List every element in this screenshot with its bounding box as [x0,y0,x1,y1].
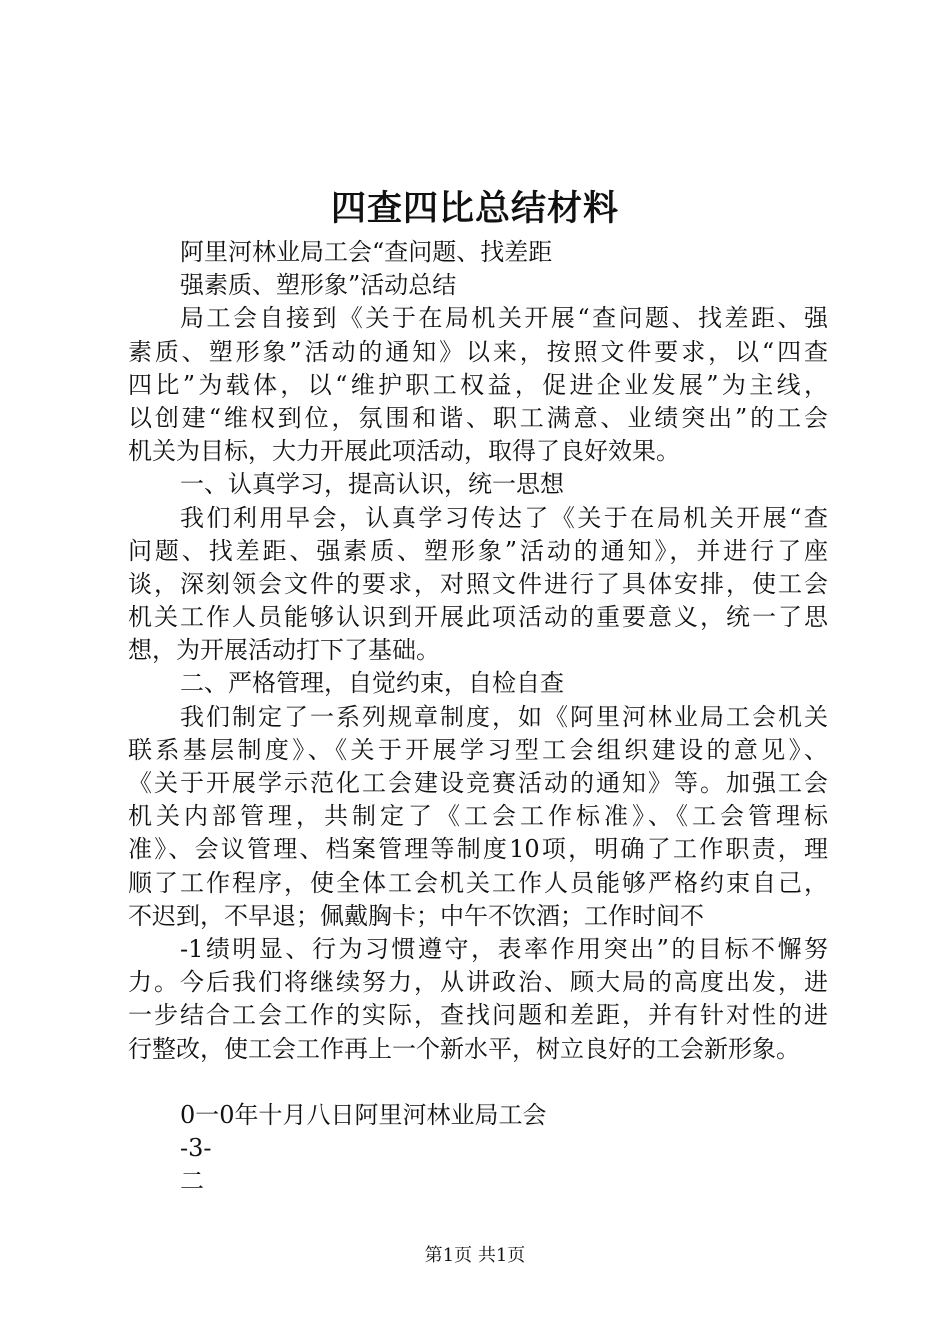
paragraph-line: 机关为目标，大力开展此项活动，取得了良好效果。 [128,437,680,466]
paragraph-line: 局工会自接到《关于在局机关开展“查问题、找差距、强 [180,304,828,333]
section-heading-2: 二、严格管理，自觉约束，自检自查 [180,669,564,698]
paragraph-line: 机关工作人员能够认识到开展此项活动的重要意义，统一了思 [128,603,828,632]
paragraph-line: 准》、会议管理、档案管理等制度10项，明确了工作职责，理 [128,835,828,864]
paragraph-line: 素质、塑形象”活动的通知》以来，按照文件要求，以“四查 [128,337,828,366]
document-body [128,236,828,1198]
paragraph-line: 联系基层制度》、《关于开展学习型工会组织建设的意见》、 [128,735,828,764]
paragraph-line: -1绩明显、行为习惯遵守，表率作用突出”的目标不懈努 [180,934,828,963]
subtitle-line-2: 强素质、塑形象”活动总结 [180,271,457,300]
paragraph-line: 四比”为载体，以“维护职工权益，促进企业发展”为主线， [128,370,828,399]
paragraph-line: 行整改，使工会工作再上一个新水平，树立良好的工会新形象。 [128,1034,800,1063]
subtitle-line-1: 阿里河林业局工会“查问题、找差距 [180,238,553,266]
trailing-character: 二 [180,1167,204,1196]
paragraph-line: 我们利用早会，认真学习传达了《关于在局机关开展“查 [180,503,828,532]
page-marker: -3- [180,1133,212,1162]
paragraph-line: 问题、找差距、强素质、塑形象”活动的通知》，并进行了座 [128,536,828,565]
paragraph-line: 谈，深刻领会文件的要求，对照文件进行了具体安排，使工会 [128,569,828,598]
page-footer: 第1页 共1页 [424,1245,526,1266]
section-heading-1: 一、认真学习，提高认识，统一思想 [180,470,564,499]
paragraph-line: 力。今后我们将继续努力，从讲政治、顾大局的高度出发，进 [128,968,828,997]
paragraph-line: 《关于开展学示范化工会建设竞赛活动的通知》等。加强工会 [128,769,828,797]
paragraph-line: 以创建“维权到位，氛围和谐、职工满意、业绩突出”的工会 [128,403,828,432]
date-signature-line: 0一0年十月八日阿里河林业局工会 [180,1100,547,1129]
document-title: 四查四比总结材料 [330,188,619,229]
paragraph-line: 我们制定了一系列规章制度，如《阿里河林业局工会机关 [180,702,828,731]
paragraph-line: 一步结合工会工作的实际，查找问题和差距，并有针对性的进 [128,1001,828,1030]
paragraph-line: 想，为开展活动打下了基础。 [128,636,440,665]
spacer [128,1066,828,1099]
paragraph-line: 不迟到，不早退；佩戴胸卡；中午不饮酒；工作时间不 [128,901,704,930]
paragraph-line: 机关内部管理，共制定了《工会工作标准》、《工会管理标 [128,802,828,831]
paragraph-line: 顺了工作程序，使全体工会机关工作人员能够严格约束自己， [128,868,828,897]
